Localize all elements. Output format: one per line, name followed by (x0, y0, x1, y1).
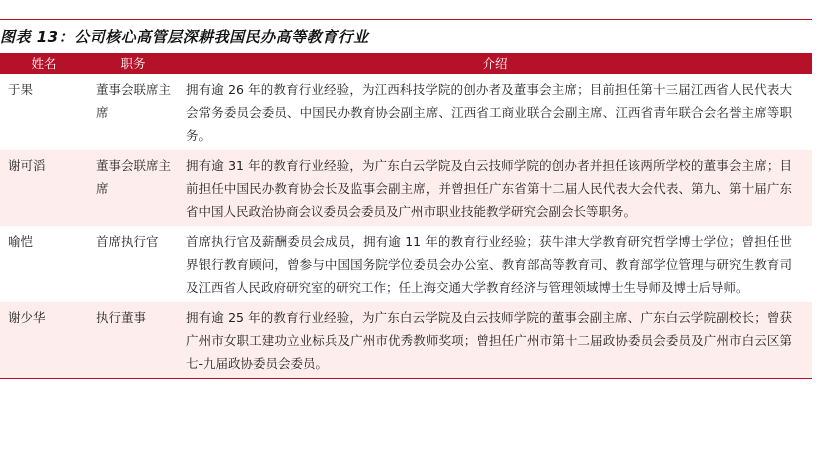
cell-name: 谢可滔 (0, 150, 88, 226)
table-row (0, 74, 812, 150)
cell-intro: 首席执行官及薪酬委员会成员，拥有逾 11 年的教育行业经验；获牛津大学教育研究哲学博士学位；曾担任世界银行教育顾问，曾参与中国国务院学位委员会办公室、教育部高等教育司、教育部学位管理与研究生教育司及江西省人民政府研究室的研究工作；任上海交通大学教育经济与管理领域博士生导师及博士后导师。 (186, 234, 792, 295)
table-header-row (0, 53, 812, 74)
cell-role: 执行董事 (88, 302, 178, 379)
table-row (0, 302, 812, 379)
cell-intro: 拥有逾 26 年的教育行业经验，为江西科技学院的创办者及董事会主席；目前担任第十三届江西省人民代表大会常务委员会委员、中国民办教育协会副主席、江西省工商业联合会副主席、江西省青年联合会名誉主席等职务。 (186, 82, 792, 143)
cell-name: 喻恺 (8, 234, 34, 249)
header-role: 职务 (88, 53, 178, 74)
figure-caption: 图表 13：公司核心高管层深耕我国民办高等教育行业 (0, 28, 369, 46)
cell-role: 首席执行官 (96, 234, 159, 249)
cell-role: 董事会联席主席 (96, 82, 172, 120)
header-name: 姓名 (0, 53, 88, 74)
table-row (0, 226, 812, 302)
header-intro: 介绍 (178, 53, 812, 74)
cell-intro: 拥有逾 25 年的教育行业经验，为广东白云学院及白云技师学院的董事会副主席、广东白云学院副校长；曾获广州市女职工建功立业标兵及广州市优秀教师奖项；曾担任广州市第十二届政协委员会委员及广州市白云区第七-九届政协委员会委员。 (178, 302, 812, 379)
top-rule (0, 19, 812, 20)
table-row (0, 150, 812, 226)
cell-name: 谢少华 (0, 302, 88, 379)
executive-table (0, 53, 812, 379)
cell-intro: 拥有逾 31 年的教育行业经验，为广东白云学院及白云技师学院的创办者并担任该两所学校的董事会主席；目前担任中国民办教育协会长及监事会副主席，并曾担任广东省第十二届人民代表大会代表、第九、第十届广东省中国人民政治协商会议委员会委员及广州市职业技能教学研究会副会长等职务。 (178, 150, 812, 226)
cell-name: 于果 (8, 82, 34, 97)
cell-role: 董事会联席主席 (88, 150, 178, 226)
